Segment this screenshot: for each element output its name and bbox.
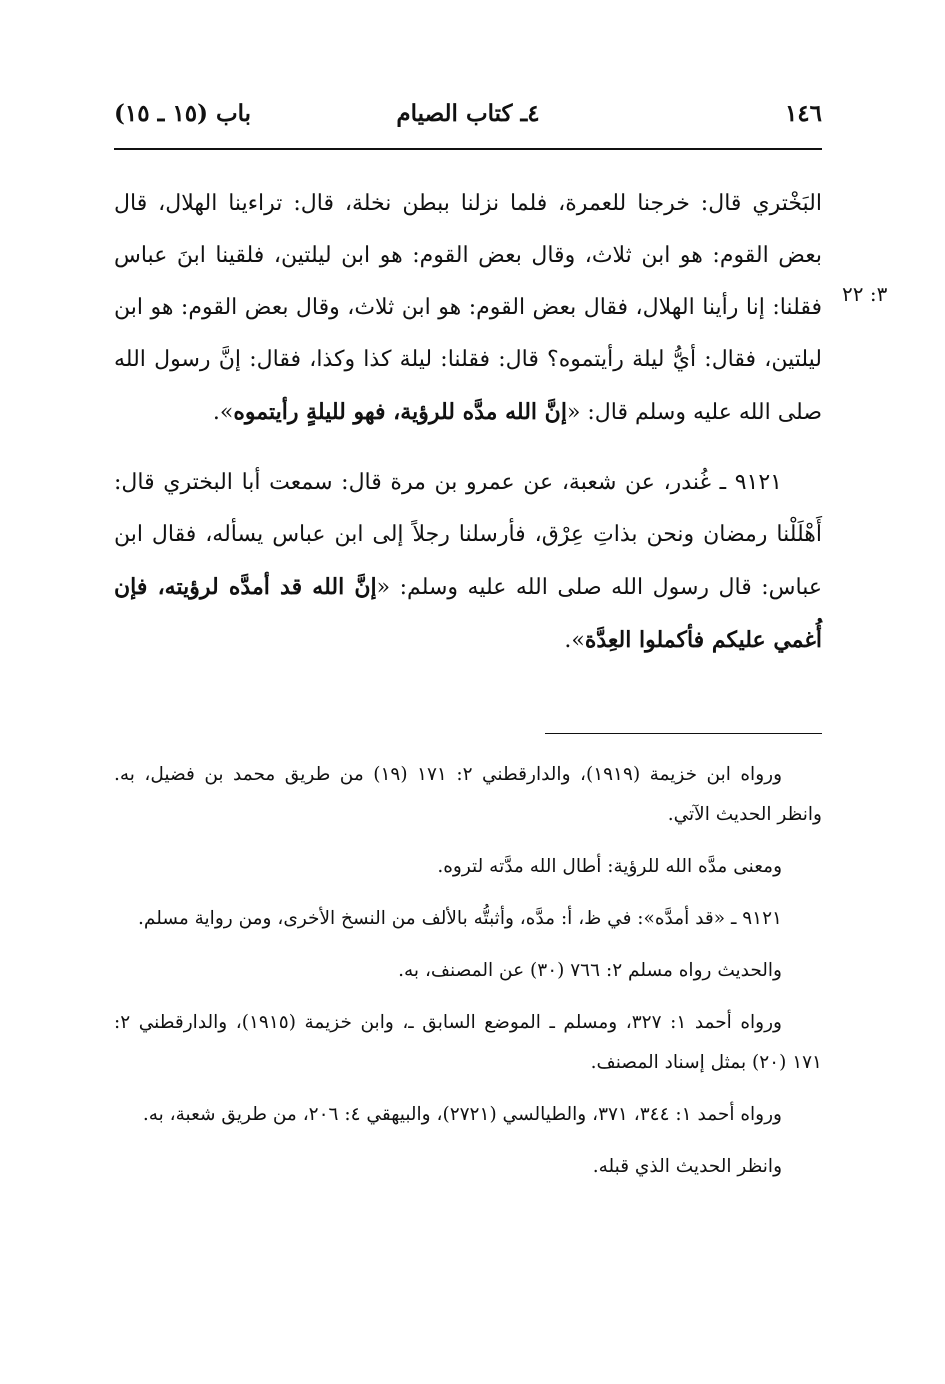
prophetic-quote: إنَّ الله قد أمدَّه لرؤيته، فإن أُغمي عليكم فأكملوا العِدَّة	[114, 574, 822, 653]
quote-close: ».	[564, 628, 585, 653]
footnote: ومعنى مدَّه الله للرؤية: أطال الله مدَّته لتروه.	[437, 856, 782, 877]
footnote-separator	[545, 733, 822, 734]
footnote: وانظر الحديث الذي قبله.	[592, 1156, 782, 1177]
cross-reference-marker: ٣: ٢٢	[842, 282, 888, 306]
page-number: ١٤٦	[784, 100, 822, 127]
footnote: ورواه ابن خزيمة (١٩١٩)، والدارقطني ٢: ١٧١ (١٩) من طريق محمد بن فضيل، به. وانظر الحديث الآتي.	[114, 764, 822, 825]
hadith-text: البَخْتري قال: خرجنا للعمرة، فلما نزلنا ببطن نخلة، قال: تراءينا الهلال، قال بعض القوم: هو ابن ثلاث، وقال بعض القوم: هو ابن ليلتين، فلقينا ابنَ عباس فقلنا: إنا رأينا الهلال، فقال بعض القوم: هو ابن ثلاث، وقال بعض القوم: هو ابن ليلتين، فقال: أيُّ ليلة رأيتموه؟ قال: فقلنا: ليلة كذا وكذا، فقال: إنَّ رسول الله صلى الله عليه وسلم قال: «	[114, 191, 822, 425]
hadith-text: ٩١٢١ ـ غُندر، عن شعبة، عن عمرو بن مرة قال: سمعت أبا البختري قال: أَهْلَلْنا رمضان ونحن بذاتِ عِرْق، فأرسلنا رجلاً إلى ابن عباس يسأله، فقال ابن عباس: قال رسول الله صلى الله عليه وسلم: «	[114, 470, 822, 600]
footnote: ٩١٢١ ـ «قد أمدَّه»: في ظ، أ: مدَّه، وأثبتُّه بالألف من النسخ الأخرى، ومن رواية مسلم.	[138, 908, 782, 929]
header-rule	[114, 148, 822, 150]
chapter-reference: باب (١٥ ـ ١٥)	[114, 100, 252, 127]
prophetic-quote: إنَّ الله مدَّه للرؤية، فهو لليلةٍ رأيتموه	[233, 399, 567, 425]
footnote: ورواه أحمد ١: ٣٢٧، ومسلم ـ الموضع السابق ـ، وابن خزيمة (١٩١٥)، والدارقطني ٢: ١٧١ (٢٠) بمثل إسناد المصنف.	[114, 1012, 822, 1073]
footnote: ورواه أحمد ١: ٣٤٤، ٣٧١، والطيالسي (٢٧٢١)، والبيهقي ٤: ٢٠٦، من طريق شعبة، به.	[142, 1104, 782, 1125]
hadith-paragraph	[114, 178, 822, 439]
hadith-paragraph	[114, 457, 822, 667]
footnotes	[114, 755, 822, 1199]
page-header	[114, 100, 822, 140]
book-title: ٤ـ كتاب الصيام	[396, 100, 540, 127]
footnote: والحديث رواه مسلم ٢: ٧٦٦ (٣٠) عن المصنف، به.	[398, 960, 782, 981]
quote-close: ».	[212, 400, 234, 425]
main-text	[114, 178, 822, 667]
